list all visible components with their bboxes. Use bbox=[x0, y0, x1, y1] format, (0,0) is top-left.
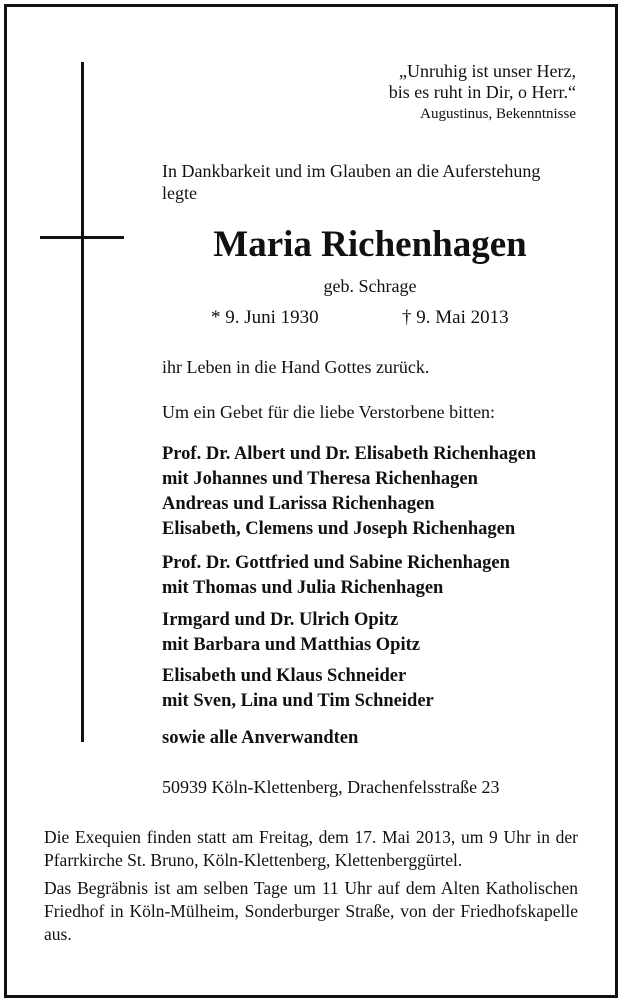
quote-line: bis es ruht in Dir, o Herr.“ bbox=[388, 82, 576, 102]
mourner-line: Andreas und Larissa Richenhagen bbox=[162, 494, 435, 514]
intro-line: legte bbox=[162, 183, 197, 203]
death-date: † 9. Mai 2013 bbox=[402, 307, 509, 328]
family-group-2 bbox=[162, 551, 510, 601]
mourner-line: sowie alle Anverwandten bbox=[162, 728, 359, 748]
family-group-4 bbox=[162, 664, 434, 714]
quote-text bbox=[389, 61, 576, 103]
burial-text: Das Begräbnis ist am selben Tage um 11 Uhr auf dem Alten Katholischen Friedhof in Köln-Mülheim, Sonderburger Straße, von der Friedhofskapelle aus. bbox=[44, 878, 578, 944]
mourner-line: Prof. Dr. Gottfried und Sabine Richenhagen bbox=[162, 553, 510, 573]
mourner-line: mit Barbara und Matthias Opitz bbox=[162, 635, 420, 655]
family-group-1 bbox=[162, 442, 536, 542]
mourner-line: mit Sven, Lina und Tim Schneider bbox=[162, 691, 434, 711]
quote-line: „Unruhig ist unser Herz, bbox=[399, 61, 576, 81]
family-group-3 bbox=[162, 608, 420, 658]
mourner-line: Prof. Dr. Albert und Dr. Elisabeth Richenhagen bbox=[162, 444, 536, 464]
birth-date: * 9. Juni 1930 bbox=[211, 307, 319, 328]
intro-text bbox=[162, 160, 540, 204]
address: 50939 Köln-Klettenberg, Drachenfelsstraße 23 bbox=[162, 777, 500, 797]
mourner-line: Elisabeth und Klaus Schneider bbox=[162, 666, 407, 686]
returned-text: ihr Leben in die Hand Gottes zurück. bbox=[162, 357, 430, 377]
mourner-line: mit Johannes und Theresa Richenhagen bbox=[162, 469, 478, 489]
mourner-line: mit Thomas und Julia Richenhagen bbox=[162, 578, 444, 598]
exequies-text: Die Exequien finden statt am Freitag, dem 17. Mai 2013, um 9 Uhr in der Pfarrkirche St. Bruno, Köln-Klettenberg, Klettenberggürtel. bbox=[44, 827, 578, 870]
mourner-line: Elisabeth, Clemens und Joseph Richenhagen bbox=[162, 519, 516, 539]
cross-vertical-bar bbox=[81, 62, 84, 742]
prayer-request: Um ein Gebet für die liebe Verstorbene bitten: bbox=[162, 402, 496, 422]
family-group-5 bbox=[162, 726, 358, 751]
intro-line: In Dankbarkeit und im Glauben an die Auferstehung bbox=[162, 161, 541, 181]
deceased-name: Maria Richenhagen bbox=[213, 224, 527, 265]
mourner-line: Irmgard und Dr. Ulrich Opitz bbox=[162, 610, 399, 630]
quote-source: Augustinus, Bekenntnisse bbox=[420, 106, 576, 122]
maiden-name: geb. Schrage bbox=[323, 276, 417, 296]
